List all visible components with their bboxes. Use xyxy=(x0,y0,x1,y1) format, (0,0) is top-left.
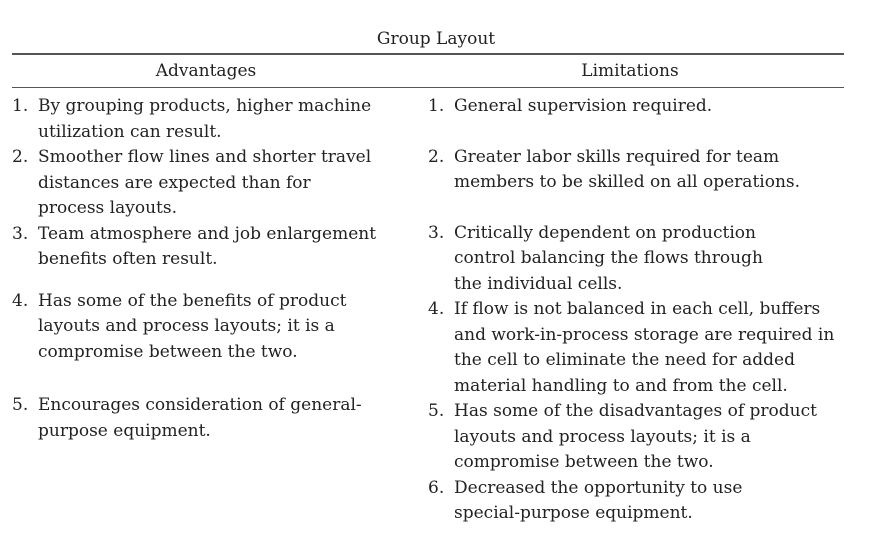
top-rule xyxy=(12,53,844,55)
limitation-number: 4. xyxy=(428,299,445,319)
advantage-text: Team atmosphere and job enlargement benefits often result. xyxy=(38,223,377,269)
limitation-text: Decreased the opportunity to use special-purpose equipment. xyxy=(454,477,743,523)
limitation-text: If flow is not balanced in each cell, buffers and work-in-process storage are required in the cell to eliminate the need for added material handling to and from the cell. xyxy=(454,299,835,396)
advantage-text: Smoother flow lines and shorter travel distances are expected than for process layouts. xyxy=(38,147,372,218)
limitation-text: Greater labor skills required for team members to be skilled on all operations. xyxy=(454,146,801,192)
advantage-number: 4. xyxy=(12,290,29,311)
limitation-text: General supervision required. xyxy=(454,96,713,116)
limitations-column xyxy=(428,94,848,527)
limitation-item-2 xyxy=(428,145,848,196)
advantages-header: Advantages xyxy=(155,61,257,81)
advantage-item-3 xyxy=(12,222,412,273)
advantage-text: Encourages consideration of general-purpose equipment. xyxy=(38,395,362,441)
limitation-text: Has some of the disadvantages of product layouts and process layouts; it is a compromise between the two. xyxy=(454,401,817,472)
limitation-number: 6. xyxy=(428,477,445,498)
advantage-text: By grouping products, higher machine utilization can result. xyxy=(38,96,372,142)
limitation-number: 2. xyxy=(428,146,445,167)
limitation-item-3 xyxy=(428,221,848,298)
limitation-number: 3. xyxy=(428,222,445,243)
limitation-text: Critically dependent on production control balancing the flows through the individual cells. xyxy=(454,222,763,294)
advantage-text: Has some of the benefits of product layouts and process layouts; it is a compromise between the two. xyxy=(38,290,347,362)
limitation-item-1 xyxy=(428,94,848,120)
limitations-header: Limitations xyxy=(581,61,679,81)
advantage-number: 5. xyxy=(12,395,29,415)
limitation-number: 5. xyxy=(428,401,445,421)
limitation-item-5 xyxy=(428,399,848,476)
limitation-item-4 xyxy=(428,297,848,399)
advantage-item-4 xyxy=(12,289,412,366)
header-rule xyxy=(12,87,844,88)
limitation-item-6 xyxy=(428,476,848,527)
advantage-item-2 xyxy=(12,145,412,222)
advantage-number: 1. xyxy=(12,96,29,116)
advantages-column xyxy=(12,94,412,444)
limitation-number: 1. xyxy=(428,96,445,116)
table-title: Group Layout xyxy=(376,29,496,49)
advantage-item-1 xyxy=(12,94,412,145)
advantage-number: 3. xyxy=(12,223,29,244)
advantage-number: 2. xyxy=(12,147,29,167)
advantage-item-5 xyxy=(12,393,412,444)
